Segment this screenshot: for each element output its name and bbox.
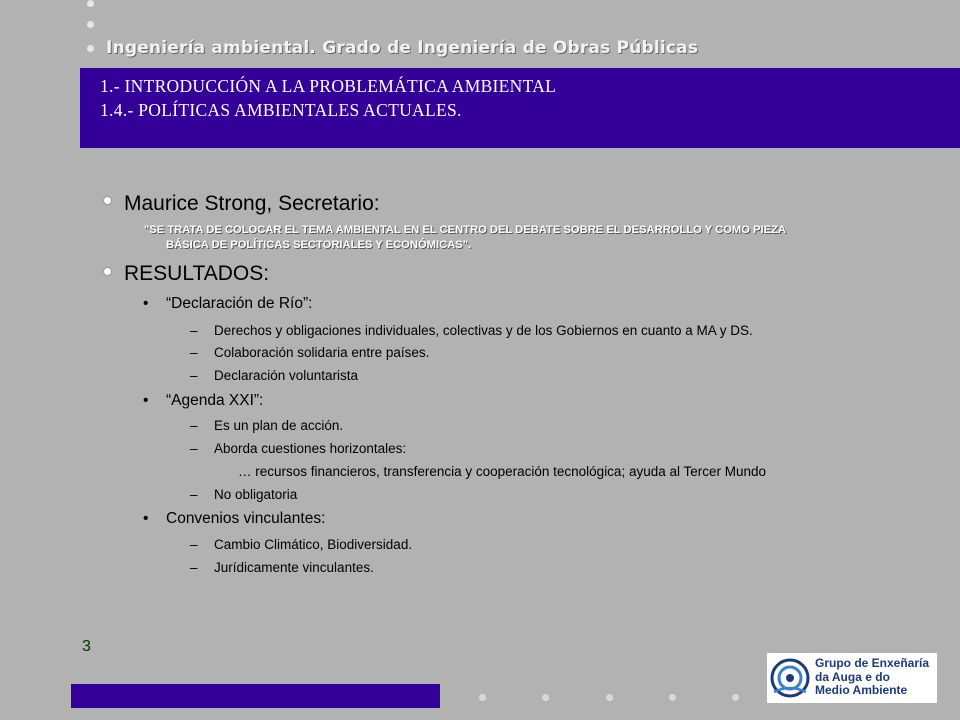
logo-line-2: da Auga e do	[815, 669, 890, 684]
bullet-icon: •	[143, 510, 149, 527]
dash-icon: –	[190, 537, 198, 552]
dash-icon: –	[190, 345, 198, 360]
decorative-dot	[669, 694, 676, 701]
water-swirl-icon	[770, 656, 811, 700]
agenda-label: “Agenda XXI”:	[166, 392, 264, 409]
decorative-dot	[87, 0, 94, 7]
decorative-dot	[479, 694, 486, 701]
dash-icon: –	[190, 323, 198, 338]
dash-icon: –	[190, 418, 198, 433]
dash-icon: –	[190, 560, 198, 575]
maurice-strong-heading: Maurice Strong, Secretario:	[124, 192, 380, 215]
footer-bar	[71, 684, 440, 708]
subsection-title: 1.4.- POLÍTICAS AMBIENTALES ACTUALES.	[100, 100, 462, 120]
bullet-icon: •	[143, 295, 149, 312]
decorative-dot	[542, 694, 549, 701]
quote-line-1: "SE TRATA DE COLOCAR EL TEMA AMBIENTAL EN EL CENTRO DEL DEBATE SOBRE EL DESARROLLO Y COMO PIEZA	[144, 224, 786, 236]
convenios-point: Jurídicamente vinculantes.	[214, 560, 374, 575]
rio-label: “Declaración de Río”:	[166, 295, 313, 312]
decorative-dot	[606, 694, 613, 701]
decorative-dot	[87, 21, 94, 28]
logo-line-3: Medio Ambiente	[815, 683, 908, 697]
page-number: 3	[82, 638, 91, 655]
rio-point: Colaboración solidaria entre países.	[214, 345, 430, 360]
group-logo	[767, 653, 937, 703]
course-title: Ingeniería ambiental. Grado de Ingeniería de Obras Públicas	[106, 38, 699, 58]
decorative-dot	[732, 694, 739, 701]
agenda-point: Aborda cuestiones horizontales:	[214, 441, 407, 456]
logo-line-1: Grupo de Enxeñaría	[815, 656, 930, 670]
dash-icon: –	[190, 487, 198, 502]
dash-icon: –	[190, 368, 198, 383]
quote-line-2: BÁSICA DE POLÍTICAS SECTORIALES Y ECONÓMICAS".	[166, 239, 472, 251]
rio-point: Derechos y obligaciones individuales, colectivas y de los Gobiernos en cuanto a MA y DS.	[214, 323, 753, 338]
bullet-icon	[104, 268, 111, 275]
resultados-heading: RESULTADOS:	[124, 262, 270, 285]
title-banner	[80, 68, 960, 148]
strong-quote	[144, 223, 904, 253]
agenda-point: Es un plan de acción.	[214, 418, 344, 433]
rio-point: Declaración voluntarista	[214, 368, 359, 383]
agenda-sub-point: … recursos financieros, transferencia y cooperación tecnológica; ayuda al Tercer Mundo	[238, 464, 767, 479]
bullet-icon: •	[143, 392, 149, 409]
logo-text	[815, 657, 929, 698]
decorative-dot	[87, 45, 94, 52]
section-title: 1.- INTRODUCCIÓN A LA PROBLEMÁTICA AMBIENTAL	[100, 76, 557, 96]
convenios-label: Convenios vinculantes:	[166, 510, 326, 527]
dash-icon: –	[190, 441, 198, 456]
bullet-icon	[104, 197, 111, 204]
convenios-point: Cambio Climático, Biodiversidad.	[214, 537, 413, 552]
agenda-point: No obligatoria	[214, 487, 298, 502]
